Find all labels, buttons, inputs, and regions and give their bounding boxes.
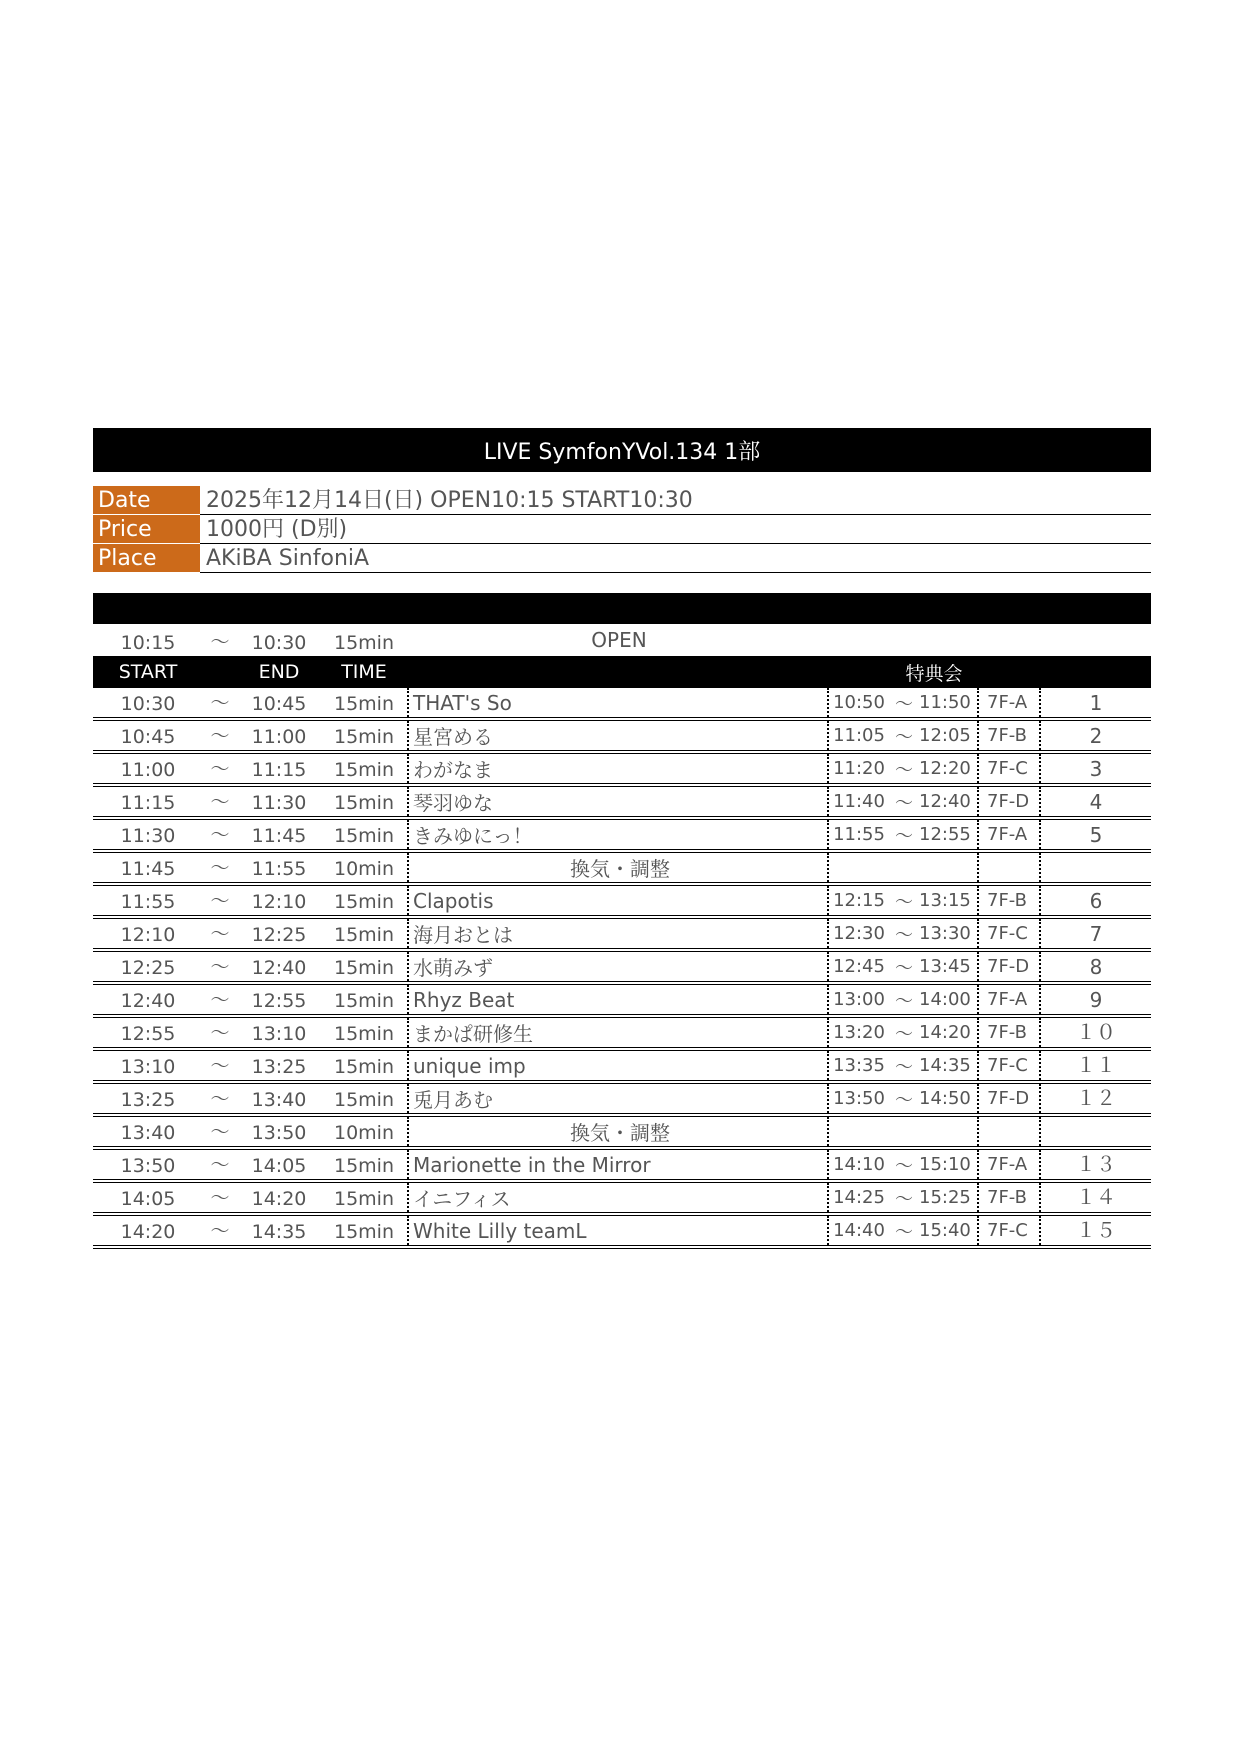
tilde: 〜: [210, 725, 230, 747]
benefit-start: 14:40: [827, 1216, 889, 1245]
tilde: 〜: [210, 1088, 230, 1110]
info-row-price: [93, 515, 1151, 544]
order-number: １０: [1076, 1020, 1116, 1044]
info-label: Place: [93, 544, 200, 573]
table-row: [93, 1150, 1151, 1183]
table-row: [93, 688, 1151, 721]
benefit-end: 15:25: [919, 1187, 971, 1208]
tilde: 〜: [895, 1023, 913, 1045]
end-time: 13:25: [251, 1056, 307, 1078]
open-label: OPEN: [591, 628, 647, 652]
benefit-end: [919, 853, 977, 882]
tilde: 〜: [210, 824, 230, 846]
performer-name: White Lilly teamL: [407, 1216, 827, 1245]
schedule-rows: [93, 688, 1151, 1249]
benefit-start: 12:30: [827, 919, 889, 948]
booth: 7F-D: [977, 1084, 1041, 1113]
table-row: [93, 787, 1151, 820]
end-time: 14:35: [251, 1221, 307, 1243]
order-number: 5: [1089, 823, 1103, 847]
benefit-end: 12:40: [919, 791, 971, 812]
duration: 15min: [333, 792, 394, 814]
tilde: 〜: [210, 1154, 230, 1176]
tilde: 〜: [210, 631, 230, 653]
booth: 7F-B: [977, 886, 1041, 915]
start-time: 11:45: [120, 858, 176, 880]
end-time: 10:30: [251, 632, 307, 654]
order-number: １１: [1076, 1053, 1116, 1077]
tilde: 〜: [210, 1187, 230, 1209]
performer-name: THAT's So: [407, 688, 827, 717]
benefit-end: 12:05: [919, 725, 971, 746]
benefit-start: 10:50: [827, 688, 889, 717]
tilde: 〜: [895, 1188, 913, 1210]
booth: 7F-C: [977, 1051, 1041, 1080]
info-value: 1000円 (D別): [200, 515, 1151, 544]
benefit-end: 12:55: [919, 824, 971, 845]
event-info: [93, 486, 1151, 573]
tilde: 〜: [210, 758, 230, 780]
tilde: 〜: [895, 990, 913, 1012]
tilde: 〜: [210, 1220, 230, 1242]
end-time: 12:55: [251, 990, 307, 1012]
info-row-place: [93, 544, 1151, 573]
end-time: 14:05: [251, 1155, 307, 1177]
tilde: 〜: [210, 1055, 230, 1077]
tilde: 〜: [210, 923, 230, 945]
end-time: 11:45: [251, 825, 307, 847]
duration: 15min: [333, 1089, 394, 1111]
info-label: Price: [93, 515, 200, 544]
order-number: 8: [1089, 955, 1103, 979]
performer-name: まかぱ研修生: [407, 1018, 827, 1047]
duration: 15min: [333, 693, 394, 715]
start-time: 14:20: [120, 1221, 176, 1243]
duration: 15min: [333, 957, 394, 979]
tilde: [889, 1117, 919, 1146]
header-time: TIME: [341, 661, 387, 683]
end-time: 12:10: [251, 891, 307, 913]
duration: 15min: [333, 1023, 394, 1045]
tilde: 〜: [895, 1155, 913, 1177]
order-number: １２: [1076, 1086, 1116, 1110]
tilde: 〜: [210, 791, 230, 813]
tilde: 〜: [895, 924, 913, 946]
tilde: 〜: [210, 857, 230, 879]
tilde: 〜: [895, 1221, 913, 1243]
tilde: 〜: [210, 956, 230, 978]
duration: 15min: [333, 1188, 394, 1210]
booth: [977, 853, 1041, 882]
start-time: 11:30: [120, 825, 176, 847]
start-time: 10:45: [120, 726, 176, 748]
duration: 10min: [333, 858, 394, 880]
order-number: １３: [1076, 1152, 1116, 1176]
event-title: LIVE SymfonYVol.134 1部: [93, 428, 1151, 472]
table-row: [93, 853, 1151, 886]
order-number: 2: [1089, 724, 1103, 748]
benefit-end: 14:50: [919, 1088, 971, 1109]
tilde: 〜: [210, 692, 230, 714]
tilde: 〜: [895, 1089, 913, 1111]
benefit-start: [827, 1117, 889, 1146]
booth: 7F-C: [977, 919, 1041, 948]
table-row: [93, 721, 1151, 754]
order-number: 3: [1089, 757, 1103, 781]
tilde: 〜: [210, 890, 230, 912]
tilde: 〜: [895, 792, 913, 814]
duration: 15min: [333, 825, 394, 847]
tilde: 〜: [895, 693, 913, 715]
benefit-start: 11:40: [827, 787, 889, 816]
benefit-start: 12:15: [827, 886, 889, 915]
duration: 15min: [333, 1155, 394, 1177]
performer-name: 兎月あむ: [407, 1084, 827, 1113]
duration: 15min: [333, 924, 394, 946]
performer-name: 琴羽ゆな: [407, 787, 827, 816]
duration: 15min: [333, 990, 394, 1012]
duration: 15min: [333, 726, 394, 748]
benefit-start: [827, 853, 889, 882]
duration: 15min: [333, 759, 394, 781]
booth: 7F-D: [977, 952, 1041, 981]
booth: 7F-A: [977, 985, 1041, 1014]
performer-name: イニフィス: [407, 1183, 827, 1212]
order-number: 1: [1089, 691, 1103, 715]
tilde: 〜: [895, 957, 913, 979]
table-row: [93, 1084, 1151, 1117]
benefit-start: 13:50: [827, 1084, 889, 1113]
booth: 7F-C: [977, 1216, 1041, 1245]
end-time: 10:45: [251, 693, 307, 715]
benefit-end: [919, 1117, 977, 1146]
tilde: 〜: [210, 1022, 230, 1044]
start-time: 13:40: [120, 1122, 176, 1144]
table-row: [93, 1117, 1151, 1150]
start-time: 10:30: [120, 693, 176, 715]
tilde: 〜: [895, 759, 913, 781]
benefit-start: 11:05: [827, 721, 889, 750]
benefit-end: 14:20: [919, 1022, 971, 1043]
order-number: 4: [1089, 790, 1103, 814]
benefit-end: 11:50: [919, 692, 971, 713]
benefit-start: 14:25: [827, 1183, 889, 1212]
tilde: 〜: [895, 891, 913, 913]
booth: 7F-B: [977, 721, 1041, 750]
tilde: [889, 853, 919, 882]
end-time: 14:20: [251, 1188, 307, 1210]
end-time: 13:10: [251, 1023, 307, 1045]
end-time: 11:15: [251, 759, 307, 781]
start-time: 12:55: [120, 1023, 176, 1045]
booth: 7F-B: [977, 1018, 1041, 1047]
order-number: 7: [1089, 922, 1103, 946]
start-time: 13:10: [120, 1056, 176, 1078]
benefit-start: 13:00: [827, 985, 889, 1014]
divider-bar: [93, 593, 1151, 624]
tilde: 〜: [895, 726, 913, 748]
benefit-end: 13:30: [919, 923, 971, 944]
end-time: 11:30: [251, 792, 307, 814]
booth: 7F-C: [977, 754, 1041, 783]
benefit-end: 15:40: [919, 1220, 971, 1241]
table-row: [93, 1018, 1151, 1051]
order-number: [1041, 1117, 1151, 1146]
table-row: [93, 919, 1151, 952]
performer-name: Marionette in the Mirror: [407, 1150, 827, 1179]
end-time: 12:40: [251, 957, 307, 979]
tilde: 〜: [895, 825, 913, 847]
start-time: 13:25: [120, 1089, 176, 1111]
table-row: [93, 985, 1151, 1018]
info-value: 2025年12月14日(日) OPEN10:15 START10:30: [200, 486, 1151, 515]
duration: 10min: [333, 1122, 394, 1144]
order-number: [1041, 853, 1151, 882]
benefit-end: 14:00: [919, 989, 971, 1010]
duration: 15min: [333, 632, 394, 654]
end-time: 11:00: [251, 726, 307, 748]
info-label: Date: [93, 486, 200, 515]
end-time: 12:25: [251, 924, 307, 946]
table-row: [93, 754, 1151, 787]
benefit-start: 11:55: [827, 820, 889, 849]
info-value: AKiBA SinfoniA: [200, 544, 1151, 573]
table-row: [93, 1216, 1151, 1249]
open-row: [93, 624, 1151, 656]
table-row: [93, 820, 1151, 853]
start-time: 11:55: [120, 891, 176, 913]
benefit-start: 11:20: [827, 754, 889, 783]
benefit-start: 12:45: [827, 952, 889, 981]
performer-name: わがなま: [407, 754, 827, 783]
start-time: 10:15: [120, 632, 176, 654]
benefit-end: 15:10: [919, 1154, 971, 1175]
duration: 15min: [333, 1221, 394, 1243]
table-row: [93, 952, 1151, 985]
performer-name: 換気・調整: [407, 853, 827, 882]
header-start: START: [118, 661, 178, 683]
duration: 15min: [333, 891, 394, 913]
performer-name: きみゆにっ！: [407, 820, 827, 849]
duration: 15min: [333, 1056, 394, 1078]
table-row: [93, 886, 1151, 919]
performer-name: 星宮める: [407, 721, 827, 750]
order-number: 9: [1089, 988, 1103, 1012]
booth: 7F-A: [977, 820, 1041, 849]
tilde: 〜: [895, 1056, 913, 1078]
performer-name: 海月おとは: [407, 919, 827, 948]
order-number: １４: [1076, 1185, 1116, 1209]
benefit-end: 13:15: [919, 890, 971, 911]
order-number: １５: [1076, 1218, 1116, 1242]
benefit-start: 13:20: [827, 1018, 889, 1047]
start-time: 13:50: [120, 1155, 176, 1177]
booth: 7F-D: [977, 787, 1041, 816]
booth: 7F-A: [977, 688, 1041, 717]
tilde: 〜: [210, 1121, 230, 1143]
end-time: 13:40: [251, 1089, 307, 1111]
start-time: 12:40: [120, 990, 176, 1012]
start-time: 12:10: [120, 924, 176, 946]
table-row: [93, 1051, 1151, 1084]
performer-name: unique imp: [407, 1051, 827, 1080]
booth: 7F-A: [977, 1150, 1041, 1179]
start-time: 11:15: [120, 792, 176, 814]
performer-name: Rhyz Beat: [407, 985, 827, 1014]
table-row: [93, 1183, 1151, 1216]
start-time: 14:05: [120, 1188, 176, 1210]
end-time: 11:55: [251, 858, 307, 880]
header-end: END: [258, 661, 300, 683]
performer-name: Clapotis: [407, 886, 827, 915]
benefit-start: 13:35: [827, 1051, 889, 1080]
table-header: [93, 656, 1151, 688]
benefit-start: 14:10: [827, 1150, 889, 1179]
info-row-date: [93, 486, 1151, 515]
benefit-end: 14:35: [919, 1055, 971, 1076]
header-tokuten: 特典会: [905, 662, 963, 685]
start-time: 12:25: [120, 957, 176, 979]
benefit-end: 13:45: [919, 956, 971, 977]
performer-name: 水萌みず: [407, 952, 827, 981]
timetable-sheet: [93, 428, 1151, 1249]
performer-name: 換気・調整: [407, 1117, 827, 1146]
booth: 7F-B: [977, 1183, 1041, 1212]
end-time: 13:50: [251, 1122, 307, 1144]
tilde: 〜: [210, 989, 230, 1011]
order-number: 6: [1089, 889, 1103, 913]
start-time: 11:00: [120, 759, 176, 781]
booth: [977, 1117, 1041, 1146]
benefit-end: 12:20: [919, 758, 971, 779]
